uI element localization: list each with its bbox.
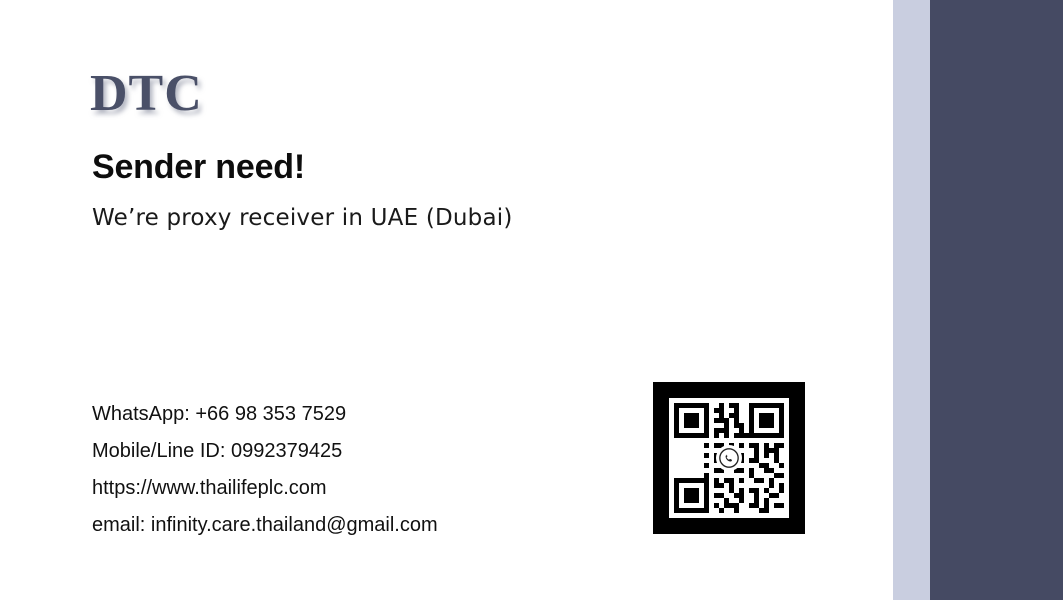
contact-mobile-line: Mobile/Line ID: 0992379425	[92, 440, 343, 462]
company-logo: DTC	[90, 65, 203, 122]
whatsapp-qr-code[interactable]	[653, 382, 805, 534]
contact-website[interactable]: https://www.thailifeplc.com	[92, 477, 327, 499]
page-subtitle: We’re proxy receiver in UAE (Dubai)	[92, 205, 513, 231]
contact-whatsapp: WhatsApp: +66 98 353 7529	[92, 403, 347, 425]
decorative-band-dark	[930, 0, 1063, 600]
contact-email[interactable]: email: infinity.care.thailand@gmail.com	[92, 514, 438, 536]
page-title: Sender need!	[92, 148, 305, 186]
whatsapp-icon	[716, 445, 742, 471]
contact-list	[92, 396, 438, 544]
decorative-band-light	[893, 0, 930, 600]
